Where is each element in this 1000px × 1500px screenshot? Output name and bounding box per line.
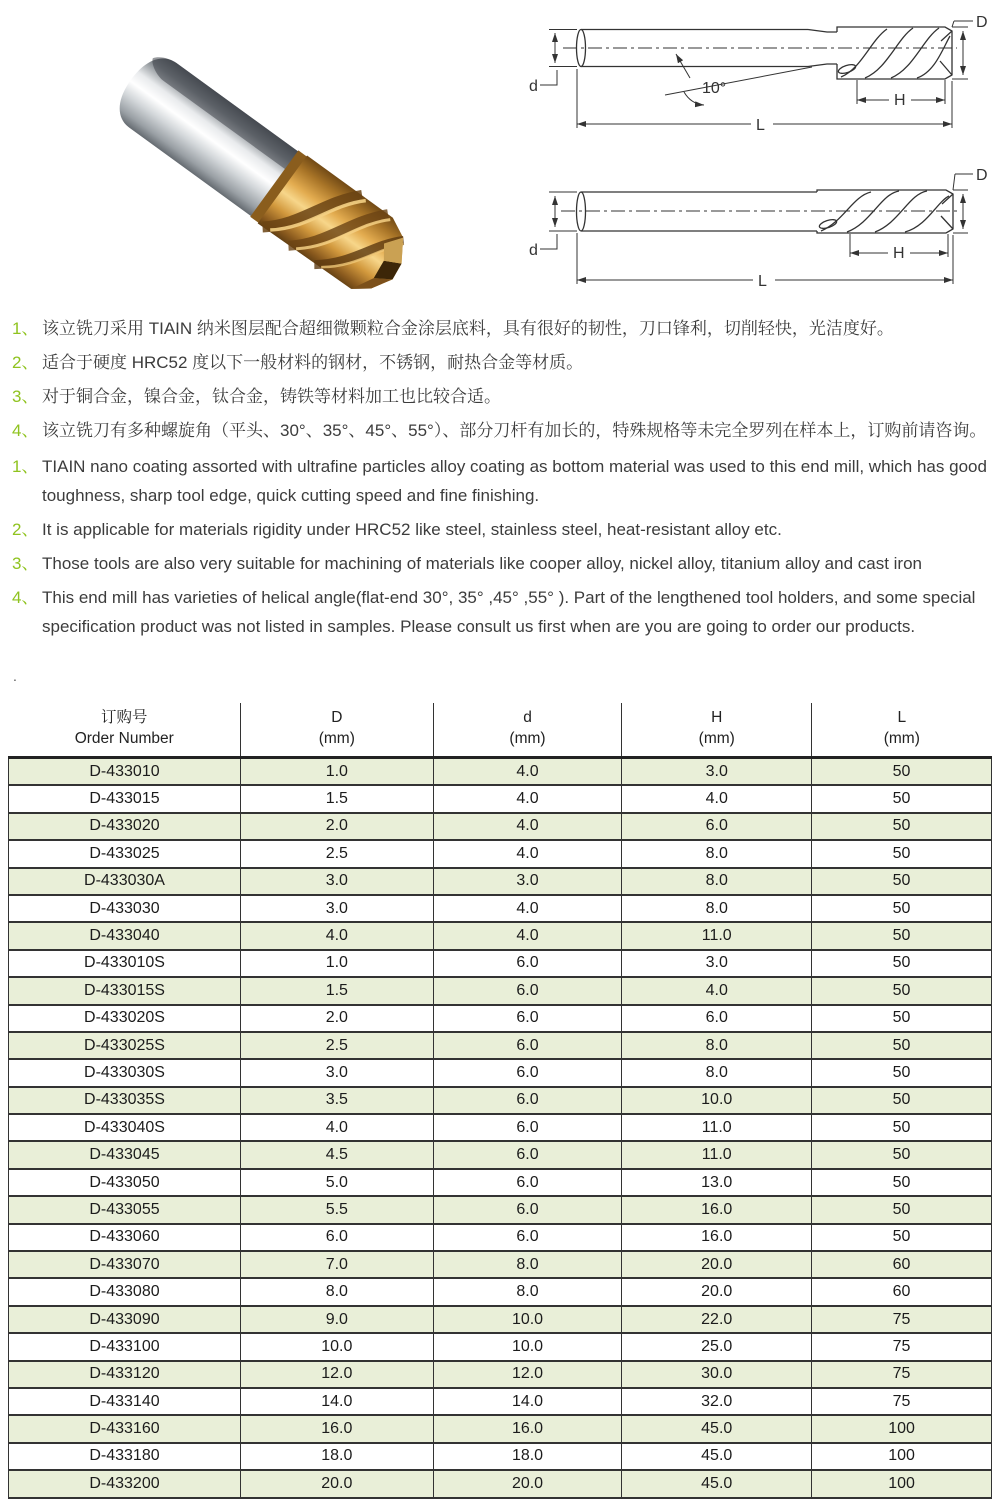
L-mm-cell: 50 xyxy=(812,895,992,922)
L-mm-cell: 100 xyxy=(812,1415,992,1442)
H-mm-cell: 8.0 xyxy=(622,868,812,895)
d-mm-cell: 6.0 xyxy=(433,1114,622,1141)
d-mm-cell: 10.0 xyxy=(433,1333,622,1360)
D-mm-cell: 3.5 xyxy=(240,1087,433,1114)
dim-label-D: D xyxy=(976,14,988,31)
table-row xyxy=(9,1196,992,1223)
note-text: 适合于硬度 HRC52 度以下一般材料的钢材，不锈钢，耐热合金等材质。 xyxy=(42,353,584,372)
L-mm-cell: 75 xyxy=(812,1333,992,1360)
end-mill-product-photo xyxy=(22,8,427,308)
L-mm-cell: 60 xyxy=(812,1278,992,1305)
order-number-cell: D-433030 xyxy=(9,895,241,922)
L-mm-cell: 50 xyxy=(812,1059,992,1086)
D-mm-cell: 12.0 xyxy=(240,1361,433,1388)
table-row xyxy=(9,1415,992,1442)
d-mm-cell: 6.0 xyxy=(433,1087,622,1114)
note-cn-4 xyxy=(12,418,994,444)
D-mm-cell: 3.0 xyxy=(240,895,433,922)
d-mm-cell: 4.0 xyxy=(433,840,622,867)
table-row xyxy=(9,1388,992,1415)
order-number-cell: D-433025 xyxy=(9,840,241,867)
dim-label-L: L xyxy=(756,117,765,134)
note-text: This end mill has varieties of helical angle(flat-end 30°, 35° ,45° ,55° ). Part of the lengthened tool holders, and some special specification product was not listed in samples. Please consult us first when are you are going to order our products. xyxy=(42,588,976,636)
H-mm-cell: 4.0 xyxy=(622,785,812,812)
note-number: 3、 xyxy=(12,387,39,406)
table-row xyxy=(9,1251,992,1278)
L-mm-cell: 50 xyxy=(812,758,992,786)
table-row xyxy=(9,813,992,840)
order-number-cell: D-433045 xyxy=(9,1141,241,1168)
note-cn-3 xyxy=(12,384,994,410)
H-mm-cell: 11.0 xyxy=(622,1114,812,1141)
header-line: H xyxy=(711,709,723,726)
order-number-cell: D-433035S xyxy=(9,1087,241,1114)
note-text: TIAIN nano coating assorted with ultrafine particles alloy coating as bottom material was used to this end mill, which has good toughness, sharp tool edge, quick cutting speed and fine finishing. xyxy=(42,457,987,505)
d-mm-cell: 4.0 xyxy=(433,813,622,840)
order-number-cell: D-433180 xyxy=(9,1443,241,1470)
table-row xyxy=(9,922,992,949)
L-mm-cell: 50 xyxy=(812,922,992,949)
D-mm-cell: 3.0 xyxy=(240,1059,433,1086)
d-mm-cell: 8.0 xyxy=(433,1278,622,1305)
D-mm-cell: 2.5 xyxy=(240,840,433,867)
D-mm-cell: 18.0 xyxy=(240,1443,433,1470)
d-mm-cell: 6.0 xyxy=(433,950,622,977)
order-number-cell: D-433200 xyxy=(9,1470,241,1497)
L-mm-cell: 50 xyxy=(812,950,992,977)
d-mm-cell: 6.0 xyxy=(433,977,622,1004)
spec-table-header xyxy=(9,703,992,758)
H-mm-cell: 6.0 xyxy=(622,1005,812,1032)
note-en-2 xyxy=(12,515,994,544)
note-en-4 xyxy=(12,583,994,641)
order-number-cell: D-433015S xyxy=(9,977,241,1004)
note-number: 3、 xyxy=(12,554,39,573)
note-text: It is applicable for materials rigidity under HRC52 like steel, stainless steel, heat-resistant alloy etc. xyxy=(42,520,782,539)
table-row xyxy=(9,1141,992,1168)
table-row xyxy=(9,977,992,1004)
H-mm-cell: 25.0 xyxy=(622,1333,812,1360)
D-mm-cell: 5.5 xyxy=(240,1196,433,1223)
L-mm-cell: 50 xyxy=(812,1196,992,1223)
table-row xyxy=(9,1059,992,1086)
H-mm-cell: 32.0 xyxy=(622,1388,812,1415)
col-header-d xyxy=(433,703,622,758)
note-number: 2、 xyxy=(12,353,39,372)
L-mm-cell: 50 xyxy=(812,1087,992,1114)
d-mm-cell: 18.0 xyxy=(433,1443,622,1470)
d-mm-cell: 6.0 xyxy=(433,1059,622,1086)
H-mm-cell: 45.0 xyxy=(622,1415,812,1442)
table-row xyxy=(9,868,992,895)
order-number-cell: D-433025S xyxy=(9,1032,241,1059)
header-line-en: Order Number xyxy=(74,730,174,747)
note-number: 1、 xyxy=(12,457,39,476)
L-mm-cell: 75 xyxy=(812,1388,992,1415)
H-mm-cell: 10.0 xyxy=(622,1087,812,1114)
order-number-cell: D-433030S xyxy=(9,1059,241,1086)
order-number-cell: D-433020S xyxy=(9,1005,241,1032)
D-mm-cell: 2.0 xyxy=(240,813,433,840)
H-mm-cell: 45.0 xyxy=(622,1443,812,1470)
col-header-H xyxy=(622,703,812,758)
dim-label-d: d xyxy=(529,78,538,95)
col-header-L xyxy=(812,703,992,758)
note-en-1 xyxy=(12,452,994,510)
table-row xyxy=(9,895,992,922)
angle-label: 10° xyxy=(702,80,727,97)
table-row xyxy=(9,950,992,977)
H-mm-cell: 30.0 xyxy=(622,1361,812,1388)
header-line: d xyxy=(523,709,532,726)
end-mill-photo-illustration xyxy=(22,8,427,308)
H-mm-cell: 8.0 xyxy=(622,895,812,922)
D-mm-cell: 4.0 xyxy=(240,1114,433,1141)
D-mm-cell: 1.0 xyxy=(240,758,433,786)
dim-label-d: d xyxy=(529,242,538,259)
H-mm-cell: 4.0 xyxy=(622,977,812,1004)
note-text: 该立铣刀采用 TIAIN 纳米图层配合超细微颗粒合金涂层底料，具有很好的韧性，刀口锋利，切削轻快，光洁度好。 xyxy=(42,319,894,338)
D-mm-cell: 8.0 xyxy=(240,1278,433,1305)
endmill-diagram-tapered xyxy=(505,12,995,154)
note-text: 对于铜合金，镍合金，钛合金，铸铁等材料加工也比较合适。 xyxy=(42,387,501,406)
table-row xyxy=(9,1005,992,1032)
D-mm-cell: 1.5 xyxy=(240,785,433,812)
D-mm-cell: 16.0 xyxy=(240,1415,433,1442)
L-mm-cell: 100 xyxy=(812,1470,992,1497)
table-row xyxy=(9,1306,992,1333)
header-unit: (mm) xyxy=(883,730,920,747)
L-mm-cell: 100 xyxy=(812,1443,992,1470)
D-mm-cell: 5.0 xyxy=(240,1169,433,1196)
spec-table xyxy=(8,703,992,1499)
spec-table-body xyxy=(9,758,992,1498)
header-line: L xyxy=(897,709,907,726)
order-number-cell: D-433010 xyxy=(9,758,241,786)
order-number-cell: D-433140 xyxy=(9,1388,241,1415)
d-mm-cell: 14.0 xyxy=(433,1388,622,1415)
H-mm-cell: 3.0 xyxy=(622,758,812,786)
order-number-cell: D-433120 xyxy=(9,1361,241,1388)
header-unit: (mm) xyxy=(318,730,355,747)
H-mm-cell: 8.0 xyxy=(622,840,812,867)
H-mm-cell: 45.0 xyxy=(622,1470,812,1497)
D-mm-cell: 9.0 xyxy=(240,1306,433,1333)
header-unit: (mm) xyxy=(509,730,546,747)
d-mm-cell: 4.0 xyxy=(433,895,622,922)
D-mm-cell: 2.0 xyxy=(240,1005,433,1032)
H-mm-cell: 16.0 xyxy=(622,1196,812,1223)
L-mm-cell: 50 xyxy=(812,840,992,867)
D-mm-cell: 2.5 xyxy=(240,1032,433,1059)
d-mm-cell: 4.0 xyxy=(433,785,622,812)
d-mm-cell: 6.0 xyxy=(433,1005,622,1032)
table-row xyxy=(9,1114,992,1141)
H-mm-cell: 20.0 xyxy=(622,1278,812,1305)
d-mm-cell: 4.0 xyxy=(433,758,622,786)
D-mm-cell: 7.0 xyxy=(240,1251,433,1278)
product-notes xyxy=(12,316,994,646)
order-number-cell: D-433020 xyxy=(9,813,241,840)
L-mm-cell: 60 xyxy=(812,1251,992,1278)
d-mm-cell: 6.0 xyxy=(433,1032,622,1059)
table-row xyxy=(9,1361,992,1388)
note-cn-2 xyxy=(12,350,994,376)
table-row xyxy=(9,1333,992,1360)
table-row xyxy=(9,1032,992,1059)
col-header-order-number xyxy=(9,703,241,758)
note-number: 2、 xyxy=(12,520,39,539)
dim-label-D: D xyxy=(976,167,988,184)
H-mm-cell: 16.0 xyxy=(622,1224,812,1251)
H-mm-cell: 8.0 xyxy=(622,1032,812,1059)
L-mm-cell: 75 xyxy=(812,1361,992,1388)
D-mm-cell: 6.0 xyxy=(240,1224,433,1251)
d-mm-cell: 16.0 xyxy=(433,1415,622,1442)
H-mm-cell: 11.0 xyxy=(622,922,812,949)
L-mm-cell: 50 xyxy=(812,868,992,895)
d-mm-cell: 6.0 xyxy=(433,1169,622,1196)
d-mm-cell: 4.0 xyxy=(433,922,622,949)
header-line: D xyxy=(331,709,343,726)
D-mm-cell: 4.5 xyxy=(240,1141,433,1168)
H-mm-cell: 13.0 xyxy=(622,1169,812,1196)
H-mm-cell: 3.0 xyxy=(622,950,812,977)
d-mm-cell: 6.0 xyxy=(433,1224,622,1251)
order-number-cell: D-433050 xyxy=(9,1169,241,1196)
L-mm-cell: 50 xyxy=(812,1224,992,1251)
L-mm-cell: 50 xyxy=(812,1032,992,1059)
L-mm-cell: 50 xyxy=(812,1141,992,1168)
table-row xyxy=(9,1443,992,1470)
D-mm-cell: 20.0 xyxy=(240,1470,433,1497)
order-number-cell: D-433060 xyxy=(9,1224,241,1251)
d-mm-cell: 3.0 xyxy=(433,868,622,895)
H-mm-cell: 11.0 xyxy=(622,1141,812,1168)
order-number-cell: D-433100 xyxy=(9,1333,241,1360)
dim-label-L: L xyxy=(758,273,767,290)
order-number-cell: D-433055 xyxy=(9,1196,241,1223)
H-mm-cell: 22.0 xyxy=(622,1306,812,1333)
table-row xyxy=(9,1087,992,1114)
d-mm-cell: 10.0 xyxy=(433,1306,622,1333)
header-unit: (mm) xyxy=(698,730,735,747)
order-number-cell: D-433040 xyxy=(9,922,241,949)
table-row xyxy=(9,1470,992,1497)
order-number-cell: D-433070 xyxy=(9,1251,241,1278)
D-mm-cell: 10.0 xyxy=(240,1333,433,1360)
note-text: 该立铣刀有多种螺旋角（平头、30°、35°、45°、55°）、部分刀杆有加长的，特殊规格等未完全罗列在样本上，订购前请咨询。 xyxy=(42,421,987,440)
note-number: 4、 xyxy=(12,421,39,440)
order-number-cell: D-433080 xyxy=(9,1278,241,1305)
d-mm-cell: 6.0 xyxy=(433,1196,622,1223)
L-mm-cell: 50 xyxy=(812,813,992,840)
table-row xyxy=(9,1278,992,1305)
D-mm-cell: 1.0 xyxy=(240,950,433,977)
table-row xyxy=(9,785,992,812)
note-en-3 xyxy=(12,549,994,578)
order-number-cell: D-433090 xyxy=(9,1306,241,1333)
table-row xyxy=(9,1169,992,1196)
D-mm-cell: 1.5 xyxy=(240,977,433,1004)
D-mm-cell: 4.0 xyxy=(240,922,433,949)
table-row xyxy=(9,840,992,867)
header-line-cn: 订购号 xyxy=(100,709,148,726)
note-number: 4、 xyxy=(12,588,39,607)
order-number-cell: D-433015 xyxy=(9,785,241,812)
L-mm-cell: 75 xyxy=(812,1306,992,1333)
note-cn-1 xyxy=(12,316,994,342)
L-mm-cell: 50 xyxy=(812,1169,992,1196)
D-mm-cell: 14.0 xyxy=(240,1388,433,1415)
dim-label-H: H xyxy=(893,245,905,262)
D-mm-cell: 3.0 xyxy=(240,868,433,895)
H-mm-cell: 20.0 xyxy=(622,1251,812,1278)
table-row xyxy=(9,758,992,786)
dim-label-H: H xyxy=(894,92,906,109)
L-mm-cell: 50 xyxy=(812,977,992,1004)
note-number: 1、 xyxy=(12,319,39,338)
H-mm-cell: 8.0 xyxy=(622,1059,812,1086)
L-mm-cell: 50 xyxy=(812,1005,992,1032)
order-number-cell: D-433030A xyxy=(9,868,241,895)
d-mm-cell: 20.0 xyxy=(433,1470,622,1497)
col-header-D xyxy=(240,703,433,758)
note-text: Those tools are also very suitable for machining of materials like cooper alloy, nickel alloy, titanium alloy and cast iron xyxy=(42,554,923,573)
table-row xyxy=(9,1224,992,1251)
H-mm-cell: 6.0 xyxy=(622,813,812,840)
d-mm-cell: 12.0 xyxy=(433,1361,622,1388)
order-number-cell: D-433010S xyxy=(9,950,241,977)
L-mm-cell: 50 xyxy=(812,1114,992,1141)
d-mm-cell: 8.0 xyxy=(433,1251,622,1278)
d-mm-cell: 6.0 xyxy=(433,1141,622,1168)
stray-period: . xyxy=(13,668,17,684)
endmill-diagram-straight xyxy=(505,154,995,304)
order-number-cell: D-433160 xyxy=(9,1415,241,1442)
order-number-cell: D-433040S xyxy=(9,1114,241,1141)
L-mm-cell: 50 xyxy=(812,785,992,812)
